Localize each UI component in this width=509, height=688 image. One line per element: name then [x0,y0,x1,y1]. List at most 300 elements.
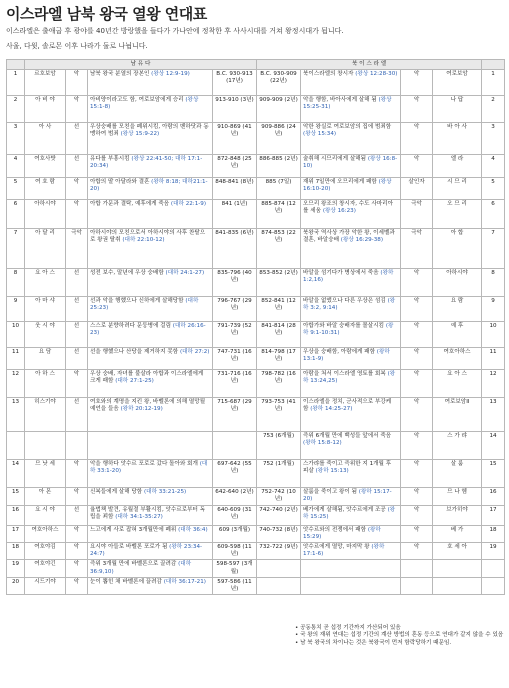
north-king-description [301,70,401,96]
description-text: 아합 가문과 결탁, 예후에게 죽음 [90,201,170,208]
south-reign-years: 598-597 (3개월) [213,560,257,577]
row-number-north: 5 [482,178,505,200]
north-king-rating: 악 [401,525,433,542]
row-number-south: 7 [7,229,25,269]
north-king-rating: 극악 [401,229,433,269]
scripture-reference: (왕하 15:8-12) [303,440,342,447]
south-king-rating: 악 [66,200,88,229]
scripture-reference: (왕상 15:25-31) [303,97,392,111]
description-text: 악한 왕실로 여로보암의 집에 범죄함 [303,124,392,131]
header-south: 남 유 다 [25,60,257,70]
scripture-reference: (대하 26:16-23) [90,323,206,337]
description-text: 재위 7일만에 오므리에게 패함 [303,179,377,186]
table-row [7,123,505,155]
north-reign-years: 732-722 (9년) [257,543,301,560]
description-text: 살룸을 죽이고 왕이 됨 [303,489,357,496]
north-king-name: 아 합 [433,229,482,269]
north-king-rating: 악 [401,123,433,155]
south-reign-years: 715-687 (29년) [213,398,257,432]
south-king-rating: 악 [66,178,88,200]
north-king-name: 베 가 [433,525,482,542]
table-header-row [7,60,505,70]
north-reign-years: 886-885 (2년) [257,155,301,178]
row-number-north: 13 [482,398,505,432]
row-number-south: 5 [7,178,25,200]
description-text: 베가에게 살해됨, 앗수르에게 조공 [303,506,386,513]
row-number-north: 1 [482,70,505,96]
row-number-north: 8 [482,269,505,297]
scripture-reference: (왕하 20:12-19) [120,406,163,413]
north-king-description [301,123,401,155]
north-king-name: 여로보암II [433,398,482,432]
row-number-north: 7 [482,229,505,269]
scripture-reference: (왕하 15:25) [303,506,396,520]
north-reign-years: 753 (6개월) [257,432,301,460]
north-reign-years: 752-742 (10년) [257,488,301,505]
north-king-rating: 악 [401,322,433,348]
scripture-reference: (왕상 12:28-30) [355,71,398,78]
scripture-reference: (왕하 15:17-20) [303,489,392,503]
north-king-description [301,269,401,297]
description-text: 율법책 발견, 유월절 부활시킴, 앗수르로부터 독립을 꾀함 [90,506,206,520]
south-reign-years: 841-835 (6년) [213,229,257,269]
chronology-table [6,59,505,595]
footnote: • 공동통치 곧 섭정 기간까지 가산되어 있음 [295,625,401,631]
south-king-description [88,178,213,200]
south-king-description [88,70,213,96]
south-king-name: 시드기야 [25,577,66,594]
description-text: 앗수르와의 전쟁에서 패함 [303,526,367,533]
south-king-name: 히스기야 [25,398,66,432]
row-number-south: 4 [7,155,25,178]
north-king-description [301,488,401,505]
north-reign-years: 740-732 (8년) [257,525,301,542]
north-king-rating: 악 [401,543,433,560]
south-king-rating: 악 [66,488,88,505]
footnotes [295,625,505,647]
south-king-rating: 악 [66,96,88,123]
row-number-north: 9 [482,297,505,322]
description-text: 신복들에게 살해 당함 [90,489,143,496]
scripture-reference: (왕상 15:1-8) [90,97,199,111]
south-king-name: 아하시야 [25,200,66,229]
north-king-description [301,577,401,594]
header-north: 북 이 스 라 엘 [257,60,482,70]
north-reign-years: 885 (7일) [257,178,301,200]
description-text: 남북 왕국 분열의 장본인 [90,71,150,78]
north-king-description [301,297,401,322]
table-row [7,155,505,178]
south-reign-years: 642-640 (2년) [213,488,257,505]
south-king-description [88,543,213,560]
south-king-rating: 악 [66,460,88,488]
north-king-description [301,460,401,488]
south-king-rating: 악 [66,577,88,594]
south-king-description [88,577,213,594]
north-king-name: 오 므 리 [433,200,482,229]
south-king-name: 아 달 리 [25,229,66,269]
north-king-name: 호 세 아 [433,543,482,560]
scripture-reference: (대하 33:1-20) [90,461,208,475]
table-row [7,398,505,432]
scripture-reference: (대하 22:1-9) [170,201,207,208]
north-king-rating: 악 [401,348,433,370]
row-number-north: 2 [482,96,505,123]
south-king-name: 아 사 [25,123,66,155]
row-number-north: 3 [482,123,505,155]
north-king-rating: 악 [401,96,433,123]
scripture-reference: (왕상 15:9-22) [120,131,160,138]
north-king-name: 예 후 [433,322,482,348]
north-king-description [301,432,401,460]
south-king-description [88,123,213,155]
south-king-rating: 악 [66,525,88,542]
north-reign-years: 841-814 (28년) [257,322,301,348]
footnote: • 국 왕의 재위 연대는 섭정 기간의 계산 방법의 혼동 등으로 연대가 같지 않을 수 있음 [295,632,504,639]
scripture-reference: (왕하 23:34-24:7) [90,544,203,558]
south-reign-years: 697-642 (55년) [213,460,257,488]
description-text: 북왕국 역사상 가장 악한 왕, 이세벨과 결혼, 바알숭배 [303,230,395,244]
row-number-north: 19 [482,543,505,560]
row-number-south: 13 [7,398,25,432]
south-king-rating: 선 [66,398,88,432]
table-row [7,525,505,542]
north-king-description [301,96,401,123]
south-king-description [88,460,213,488]
north-reign-years: B.C. 930-909 (22년) [257,70,301,96]
row-number-south: 12 [7,370,25,398]
north-king-name: 요 람 [433,297,482,322]
south-king-description [88,370,213,398]
description-text: 아합의 딸 아달라와 결혼 [90,179,150,186]
description-text: 앗수르에게 멸망, 마지막 왕 [303,544,370,551]
north-king-description [301,560,401,577]
south-king-name: 여호야긴 [25,560,66,577]
page-title: 이스라엘 남북 왕국 열왕 연대표 [6,5,207,23]
south-king-name: 아 몬 [25,488,66,505]
south-king-description [88,322,213,348]
north-king-description [301,229,401,269]
north-reign-years: 742-740 (2년) [257,505,301,525]
description-text: 아합가와 바알 숭배자를 몰살시킴 [303,323,385,330]
north-reign-years: 814-798 (17년) [257,348,301,370]
south-king-name: 아 하 스 [25,370,66,398]
north-king-rating: 악 [401,269,433,297]
south-king-description [88,505,213,525]
south-reign-years: 872-848 (25년) [213,155,257,178]
south-king-description [88,297,213,322]
north-reign-years: 752 (1개월) [257,460,301,488]
south-reign-years: 910-869 (41년) [213,123,257,155]
south-king-name [25,432,66,460]
row-number-north: 17 [482,505,505,525]
row-number-south: 17 [7,525,25,542]
south-reign-years: 841 (1년) [213,200,257,229]
description-text: 느고에게 사로 잡혀 3개월만에 폐위 [90,526,177,533]
table-row [7,200,505,229]
description-text: 눈이 뽑힌 채 바벨론에 끌려감 [90,578,162,585]
south-king-rating: 선 [66,348,88,370]
south-king-description [88,200,213,229]
south-king-rating: 악 [66,543,88,560]
north-reign-years: 909-909 (2년) [257,96,301,123]
north-king-rating: 악 [401,432,433,460]
south-king-description [88,560,213,577]
row-number-south: 14 [7,460,25,488]
row-number-north: 10 [482,322,505,348]
north-king-description [301,543,401,560]
row-number-north: 6 [482,200,505,229]
scripture-reference: (왕하 14:25-27) [310,406,353,413]
scripture-reference: (대하 36:9,10) [90,561,192,575]
scripture-reference: (왕하 17:1-6) [303,544,385,558]
south-king-name: 르호보암 [25,70,66,96]
description-text: 여호와의 계명을 지킨 왕, 바벨론에 의해 멸망될 예언을 들음 [90,399,206,413]
description-text: 즉위 6개월 만에 백성들 앞에서 죽음 [303,433,392,440]
scripture-reference: (왕상 16:10-20) [303,179,392,193]
north-reign-years: 874-853 (22년) [257,229,301,269]
description-text: 스가랴를 죽이고 즉위한 지 1개월 후 피살 [303,461,392,475]
south-reign-years: 747-731 (16년) [213,348,257,370]
north-reign-years [257,577,301,594]
south-reign-years: 913-910 (3년) [213,96,257,123]
north-king-name: 바 아 사 [433,123,482,155]
south-king-name: 요 담 [25,348,66,370]
table-row [7,560,505,577]
south-king-rating: 악 [66,370,88,398]
scripture-reference: (왕상 16:23) [322,208,356,215]
north-king-description [301,178,401,200]
table-row [7,96,505,123]
north-king-rating: 악 [401,398,433,432]
south-king-name: 여호사밧 [25,155,66,178]
north-king-name: 요 아 스 [433,370,482,398]
south-king-rating: 선 [66,123,88,155]
south-king-name: 여호아하스 [25,525,66,542]
north-king-rating: 악 [401,70,433,96]
row-number-north: 18 [482,525,505,542]
north-king-description [301,370,401,398]
scripture-reference: (왕하 1:2,16) [303,270,394,284]
south-reign-years: 609-598 (11년) [213,543,257,560]
description-text: 즉위 3개월 만에 바벨론으로 끌려감 [90,561,177,568]
south-king-name: 아 마 샤 [25,297,66,322]
north-king-name: 살 룸 [433,460,482,488]
table-row [7,348,505,370]
row-number-north [482,560,505,577]
description-text: 우상을 숭배함, 아람에게 패함 [303,349,375,356]
north-king-name [433,560,482,577]
north-king-rating: 살인자 [401,178,433,200]
row-number-north: 15 [482,460,505,488]
north-king-name: 스 가 랴 [433,432,482,460]
north-king-name: 시 므 리 [433,178,482,200]
header-spacer [7,60,25,70]
scripture-reference: (대하 36:4) [178,526,208,533]
south-king-rating: 악 [66,70,88,96]
south-king-rating: 선 [66,297,88,322]
north-king-rating: 극악 [401,200,433,229]
south-king-name: 아 비 야 [25,96,66,123]
south-king-rating: 극악 [66,229,88,269]
scripture-reference: (대하 24:1-27) [165,270,205,277]
row-number-south: 11 [7,348,25,370]
north-king-rating: 악 [401,460,433,488]
scripture-reference: (왕하 13:1-9) [303,349,390,363]
description-text: 유다를 부흥시킴 [90,156,130,163]
description-text: 선을 행했으나 산당을 제거하지 못함 [90,349,179,356]
description-text: 선과 악을 행했으나 신하에게 살해당함 [90,298,184,305]
table-row [7,505,505,525]
row-number-north: 16 [482,488,505,505]
north-king-name: 엘 라 [433,155,482,178]
scripture-reference: (대하 27:1-25) [115,378,154,385]
row-number-north: 12 [482,370,505,398]
description-text: 스스로 분향하려다 문둥병에 걸림 [90,323,171,330]
scripture-reference: (대하 27:2) [179,349,210,356]
description-text: 우상숭배를 모친을 폐위시킴, 아람의 벤하닷과 동맹하여 범죄 [90,124,209,138]
south-king-description [88,269,213,297]
table-row [7,322,505,348]
south-reign-years: 731-716 (16년) [213,370,257,398]
description-text: 악을 행하다 앗수르 포로로 갔다 돌아와 회개 [90,461,198,468]
row-number-south: 8 [7,269,25,297]
description-text: 오므리 왕조의 창시자, 수도 사마리아를 세움 [303,201,393,215]
header-spacer [482,60,505,70]
north-reign-years: 798-782 (16년) [257,370,301,398]
north-king-description [301,322,401,348]
table-row [7,488,505,505]
description-text: 이스라엘을 정치, 군사적으로 부강케 함 [303,399,392,413]
table-row [7,432,505,460]
description-text: 아비양이라고도 함, 여로보암에게 승리 [90,97,184,104]
south-king-name: 여 호 람 [25,178,66,200]
south-reign-years: 848-841 (8년) [213,178,257,200]
north-king-rating: 악 [401,488,433,505]
table-row [7,577,505,594]
row-number-south: 18 [7,543,25,560]
description-text: 바알을 없앴으나 다른 우상은 섬김 [303,298,386,305]
north-king-name: 나 답 [433,96,482,123]
south-reign-years: 796-767 (29년) [213,297,257,322]
scripture-reference: (왕상 12:9-19) [151,71,190,78]
south-king-description [88,488,213,505]
table-row [7,297,505,322]
row-number-north: 4 [482,155,505,178]
row-number-south: 6 [7,200,25,229]
south-king-description [88,96,213,123]
row-number-south: 2 [7,96,25,123]
south-king-description [88,155,213,178]
south-king-rating: 선 [66,505,88,525]
south-king-rating: 악 [66,560,88,577]
intro-line: 이스라엘은 출애굽 후 광야를 40년간 방랑했을 들다가 가나안에 정착한 후 사사시대를 거쳐 왕정시대가 됩니다. [6,27,344,35]
south-reign-years: 597-586 (11년) [213,577,257,594]
scripture-reference: (왕하 15:13) [315,468,349,475]
scripture-reference: (왕상 15:34) [303,131,337,138]
row-number-south: 1 [7,70,25,96]
footnote: • 남 북 왕국의 차이나는 것은 북왕국이 먼저 함락당하기 때문임. [295,639,452,646]
north-king-rating: 악 [401,370,433,398]
south-king-rating: 선 [66,269,88,297]
scripture-reference: (대하 36:17-21) [163,578,206,585]
table-row [7,543,505,560]
description-text: 술취해 시므리에게 살해됨 [303,156,367,163]
south-reign-years: 609 (3개월) [213,525,257,542]
south-reign-years: 791-739 (52년) [213,322,257,348]
south-reign-years: 640-609 (31년) [213,505,257,525]
south-king-rating [66,432,88,460]
scripture-reference: (왕상 16:8-10) [303,156,398,170]
south-reign-years: 835-796 (40년) [213,269,257,297]
north-king-rating [401,560,433,577]
description-text: 아하시야의 모친으로서 아하시야의 사후 찬탈으로 왕권 탈취 [90,230,206,244]
description-text: 바알을 섬기다가 병상에서 죽음 [303,270,379,277]
scripture-reference: (대하 34:1-35:27) [115,513,163,520]
north-king-description [301,525,401,542]
north-king-description [301,505,401,525]
north-king-description [301,200,401,229]
description-text: 성전 보수, 말년에 우상 숭배함 [90,270,164,277]
north-reign-years: 909-886 (24년) [257,123,301,155]
south-reign-years: B.C. 930-913 (17년) [213,70,257,96]
north-king-rating: 악 [401,155,433,178]
description-text: 우상 숭배, 자녀를 불살라 아합과 이스라엘에게 크게 패함 [90,371,204,385]
row-number-south: 10 [7,322,25,348]
south-king-description [88,348,213,370]
south-king-rating: 선 [66,322,88,348]
south-king-name: 므 낫 세 [25,460,66,488]
row-number-north: 11 [482,348,505,370]
description-text: 아람을 쳐서 이스라엘 영토를 회복 [303,371,386,378]
intro-line: 사울, 다윗, 솔로몬 이후 나라가 둘로 나뉩니다. [6,42,148,50]
north-king-rating [401,577,433,594]
table-row [7,370,505,398]
table-row [7,178,505,200]
table-row [7,269,505,297]
scripture-reference: (왕하 9:1-10:31) [303,323,394,337]
north-king-name: 여호아하스 [433,348,482,370]
north-reign-years: 853-852 (2년) [257,269,301,297]
south-king-description [88,229,213,269]
north-king-name: 아하시야 [433,269,482,297]
south-king-description [88,398,213,432]
north-reign-years: 885-874 (12년) [257,200,301,229]
row-number-south: 3 [7,123,25,155]
row-number-south: 19 [7,560,25,577]
row-number-north: 14 [482,432,505,460]
scripture-reference: (왕하 15:29) [303,526,381,540]
scripture-reference: (왕상 16:29-38) [340,237,384,244]
row-number-south: 15 [7,488,25,505]
scripture-reference: (왕하 3:2, 9:14) [303,298,396,312]
north-king-name: 여로보암 [433,70,482,96]
south-king-description [88,432,213,460]
table-row [7,229,505,269]
south-king-rating: 선 [66,155,88,178]
north-king-name: 브가히야 [433,505,482,525]
south-reign-years [213,432,257,460]
row-number-south: 20 [7,577,25,594]
south-king-name: 여호야김 [25,543,66,560]
row-number-south [7,432,25,460]
description-text: 요시야 아들로 바벨론 포로가 됨 [90,544,168,551]
table-row [7,460,505,488]
south-king-name: 요 시 야 [25,505,66,525]
north-king-name [433,577,482,594]
scripture-reference: (대하 33:21-25) [143,489,187,496]
scripture-reference: (왕하 13:24,25) [303,371,396,385]
